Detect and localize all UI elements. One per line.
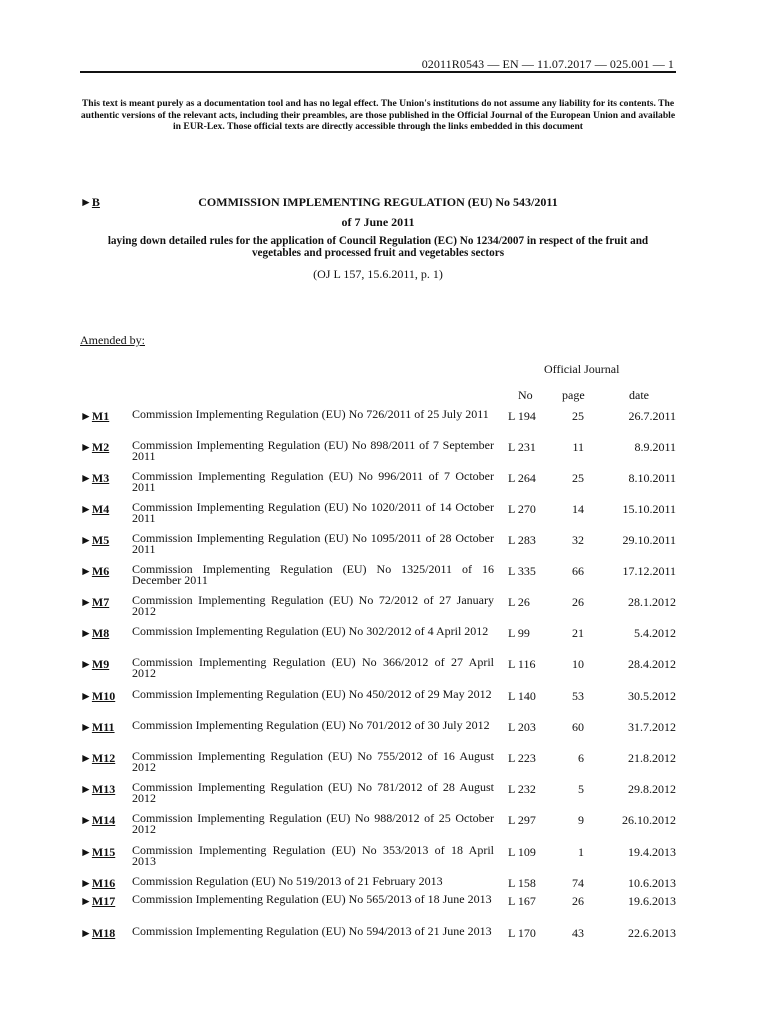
amendment-oj-page: 11 <box>572 440 584 454</box>
amendment-code-link[interactable]: M1 <box>91 409 110 423</box>
amendment-row <box>80 813 676 843</box>
amendment-oj-page: 43 <box>572 926 584 940</box>
marker-arrow-icon: ► <box>80 813 92 827</box>
amendment-code-link[interactable]: M17 <box>91 894 116 908</box>
amendment-oj-date: 17.12.2011 <box>622 564 676 578</box>
amendment-code-link[interactable]: M7 <box>91 595 110 609</box>
amendment-oj-date: 29.8.2012 <box>628 782 676 796</box>
amendment-oj-date: 10.6.2013 <box>628 876 676 890</box>
amendment-marker[interactable] <box>80 626 109 641</box>
amendment-marker[interactable] <box>80 409 109 424</box>
amendment-row <box>80 626 676 656</box>
amendment-code-link[interactable]: M11 <box>91 720 115 734</box>
amendment-oj-page: 32 <box>572 533 584 547</box>
amendment-marker[interactable] <box>80 595 109 610</box>
amendment-code-link[interactable]: M5 <box>91 533 110 547</box>
amendment-oj-date: 28.4.2012 <box>628 657 676 671</box>
amendment-row <box>80 502 676 532</box>
amendment-title: Commission Implementing Regulation (EU) No 594/2013 of 21 June 2013 <box>132 924 492 938</box>
amendment-oj-page: 25 <box>572 409 584 423</box>
regulation-oj-reference: (OJ L 157, 15.6.2011, p. 1) <box>313 267 443 281</box>
amendment-oj-page: 5 <box>578 782 584 796</box>
marker-arrow-icon: ► <box>80 689 92 703</box>
amendment-title: Commission Implementing Regulation (EU) No 988/2012 of 25 October 2012 <box>132 811 494 836</box>
amendment-code-link[interactable]: M18 <box>91 926 116 940</box>
amendment-row <box>80 845 676 875</box>
amendment-code-link[interactable]: M10 <box>91 689 116 703</box>
amendment-oj-date: 19.6.2013 <box>628 894 676 908</box>
amendment-row <box>80 894 676 924</box>
marker-arrow-icon: ► <box>80 195 92 209</box>
amendment-title: Commission Implementing Regulation (EU) No 1020/2011 of 14 October 2011 <box>132 500 494 525</box>
marker-arrow-icon: ► <box>80 471 92 485</box>
amendment-oj-number: L 99 <box>508 626 530 640</box>
marker-arrow-icon: ► <box>80 926 92 940</box>
amendment-row <box>80 471 676 501</box>
amendment-oj-date: 28.1.2012 <box>628 595 676 609</box>
amendment-oj-number: L 335 <box>508 564 536 578</box>
marker-arrow-icon: ► <box>80 657 92 671</box>
amendment-title: Commission Implementing Regulation (EU) No 565/2013 of 18 June 2013 <box>132 892 492 906</box>
header-rule <box>80 71 676 73</box>
amendment-oj-number: L 194 <box>508 409 536 423</box>
amendment-oj-number: L 167 <box>508 894 536 908</box>
amendment-marker[interactable] <box>80 813 115 828</box>
amendment-oj-page: 10 <box>572 657 584 671</box>
amendment-marker[interactable] <box>80 926 115 941</box>
amendment-title: Commission Implementing Regulation (EU) No 1095/2011 of 28 October 2011 <box>132 531 494 556</box>
amendment-oj-date: 29.10.2011 <box>622 533 676 547</box>
amendment-code-link[interactable]: M2 <box>91 440 110 454</box>
amendment-marker[interactable] <box>80 440 109 455</box>
column-header-no: No <box>518 388 533 402</box>
amendment-oj-number: L 223 <box>508 751 536 765</box>
marker-arrow-icon: ► <box>80 720 92 734</box>
amendment-title: Commission Implementing Regulation (EU) No 755/2012 of 16 August 2012 <box>132 749 494 774</box>
official-journal-heading: Official Journal <box>544 362 620 376</box>
marker-arrow-icon: ► <box>80 845 92 859</box>
amendment-marker[interactable] <box>80 471 109 486</box>
base-act-code-link[interactable]: B <box>91 195 100 209</box>
amendment-code-link[interactable]: M4 <box>91 502 110 516</box>
marker-arrow-icon: ► <box>80 626 92 640</box>
regulation-title: COMMISSION IMPLEMENTING REGULATION (EU) No 543/2011 <box>198 195 558 209</box>
amendment-code-link[interactable]: M3 <box>91 471 110 485</box>
amendment-oj-page: 25 <box>572 471 584 485</box>
amendment-oj-number: L 283 <box>508 533 536 547</box>
amendment-oj-date: 21.8.2012 <box>628 751 676 765</box>
amendment-oj-date: 26.10.2012 <box>622 813 676 827</box>
amendment-code-link[interactable]: M6 <box>91 564 110 578</box>
amendment-row <box>80 440 676 470</box>
amendment-oj-number: L 158 <box>508 876 536 890</box>
marker-arrow-icon: ► <box>80 533 92 547</box>
amendment-oj-page: 21 <box>572 626 584 640</box>
amendment-oj-number: L 26 <box>508 595 530 609</box>
marker-arrow-icon: ► <box>80 876 92 890</box>
marker-arrow-icon: ► <box>80 751 92 765</box>
amendment-title: Commission Implementing Regulation (EU) No 72/2012 of 27 January 2012 <box>132 593 494 618</box>
amendment-oj-number: L 203 <box>508 720 536 734</box>
amendment-oj-page: 6 <box>578 751 584 765</box>
amendment-marker[interactable] <box>80 564 109 579</box>
amendment-oj-date: 30.5.2012 <box>628 689 676 703</box>
amendment-title: Commission Implementing Regulation (EU) No 353/2013 of 18 April 2013 <box>132 843 494 868</box>
amendment-marker[interactable] <box>80 751 115 766</box>
amendment-code-link[interactable]: M14 <box>91 813 116 827</box>
marker-arrow-icon: ► <box>80 595 92 609</box>
amendment-oj-date: 31.7.2012 <box>628 720 676 734</box>
amendment-oj-date: 22.6.2013 <box>628 926 676 940</box>
amendment-code-link[interactable]: M15 <box>91 845 116 859</box>
amendment-title: Commission Implementing Regulation (EU) No 996/2011 of 7 October 2011 <box>132 469 494 494</box>
amendment-row <box>80 564 676 594</box>
amendment-title: Commission Regulation (EU) No 519/2013 of 21 February 2013 <box>132 874 443 888</box>
amendment-marker[interactable] <box>80 533 109 548</box>
amendment-title: Commission Implementing Regulation (EU) No 1325/2011 of 16 December 2011 <box>132 562 494 587</box>
amendment-row <box>80 657 676 687</box>
amendment-row <box>80 533 676 563</box>
amendment-oj-date: 5.4.2012 <box>634 626 676 640</box>
amendment-marker[interactable] <box>80 876 115 891</box>
amendment-oj-number: L 109 <box>508 845 536 859</box>
amendment-oj-date: 8.9.2011 <box>634 440 676 454</box>
marker-arrow-icon: ► <box>80 564 92 578</box>
amendment-title: Commission Implementing Regulation (EU) No 898/2011 of 7 September 2011 <box>132 438 494 463</box>
amendment-oj-number: L 116 <box>508 657 536 671</box>
amendment-row <box>80 926 676 956</box>
amendment-marker[interactable] <box>80 689 115 704</box>
column-header-page: page <box>562 388 585 402</box>
column-header-date: date <box>629 388 649 402</box>
marker-arrow-icon: ► <box>80 894 92 908</box>
amendment-marker[interactable] <box>80 720 115 735</box>
amendment-title: Commission Implementing Regulation (EU) No 781/2012 of 28 August 2012 <box>132 780 494 805</box>
amendment-marker[interactable] <box>80 782 115 797</box>
amendment-marker[interactable] <box>80 657 109 672</box>
amendment-row <box>80 751 676 781</box>
amendment-title: Commission Implementing Regulation (EU) No 450/2012 of 29 May 2012 <box>132 687 492 701</box>
amendment-code-link[interactable]: M16 <box>91 876 116 890</box>
amendment-code-link[interactable]: M13 <box>91 782 116 796</box>
amendment-code-link[interactable]: M8 <box>91 626 110 640</box>
amendment-oj-number: L 264 <box>508 471 536 485</box>
amendment-oj-page: 53 <box>572 689 584 703</box>
amendment-row <box>80 689 676 719</box>
amendment-oj-date: 15.10.2011 <box>622 502 676 516</box>
amendment-code-link[interactable]: M9 <box>91 657 110 671</box>
amendment-oj-number: L 140 <box>508 689 536 703</box>
amendment-marker[interactable] <box>80 845 115 860</box>
amendment-oj-page: 66 <box>572 564 584 578</box>
amendment-title: Commission Implementing Regulation (EU) No 726/2011 of 25 July 2011 <box>132 407 489 421</box>
amendment-oj-date: 19.4.2013 <box>628 845 676 859</box>
amendment-oj-date: 26.7.2011 <box>628 409 676 423</box>
amendment-oj-number: L 231 <box>508 440 536 454</box>
amendment-oj-page: 1 <box>578 845 584 859</box>
amended-by-heading: Amended by: <box>80 333 145 347</box>
amendment-code-link[interactable]: M12 <box>91 751 116 765</box>
amendment-title: Commission Implementing Regulation (EU) No 302/2012 of 4 April 2012 <box>132 624 489 638</box>
amendment-oj-page: 74 <box>572 876 584 890</box>
legal-disclaimer: This text is meant purely as a documentation tool and has no legal effect. The Union's institutions do not assume any liability for its contents. The authentic versions of the relevant acts, including their preambles, are those published in the Official Journal of the European Union and available in EUR-Lex. Those official texts are directly accessible through the links embedded in this document <box>80 98 676 133</box>
amendment-marker[interactable] <box>80 894 115 909</box>
amendment-marker[interactable] <box>80 502 109 517</box>
amendment-row <box>80 782 676 812</box>
amendment-row <box>80 595 676 625</box>
amendment-oj-number: L 232 <box>508 782 536 796</box>
amendment-row <box>80 409 676 439</box>
regulation-date: of 7 June 2011 <box>341 215 415 229</box>
marker-arrow-icon: ► <box>80 502 92 516</box>
amendment-oj-page: 26 <box>572 894 584 908</box>
amendment-oj-page: 14 <box>572 502 584 516</box>
marker-arrow-icon: ► <box>80 409 92 423</box>
amendment-title: Commission Implementing Regulation (EU) No 701/2012 of 30 July 2012 <box>132 718 490 732</box>
amendment-oj-page: 60 <box>572 720 584 734</box>
amendment-oj-date: 8.10.2011 <box>628 471 676 485</box>
document-reference: 02011R0543 — EN — 11.07.2017 — 025.001 — 1 <box>421 57 674 71</box>
amendment-row <box>80 720 676 750</box>
amendment-title: Commission Implementing Regulation (EU) No 366/2012 of 27 April 2012 <box>132 655 494 680</box>
amendment-oj-page: 26 <box>572 595 584 609</box>
amendment-oj-number: L 297 <box>508 813 536 827</box>
regulation-subject: laying down detailed rules for the application of Council Regulation (EC) No 1234/2007 in respect of the fruit and vegetables and processed fruit and vegetables sectors <box>107 235 649 259</box>
marker-arrow-icon: ► <box>80 782 92 796</box>
marker-arrow-icon: ► <box>80 440 92 454</box>
amendment-oj-number: L 270 <box>508 502 536 516</box>
amendment-oj-number: L 170 <box>508 926 536 940</box>
amendment-oj-page: 9 <box>578 813 584 827</box>
